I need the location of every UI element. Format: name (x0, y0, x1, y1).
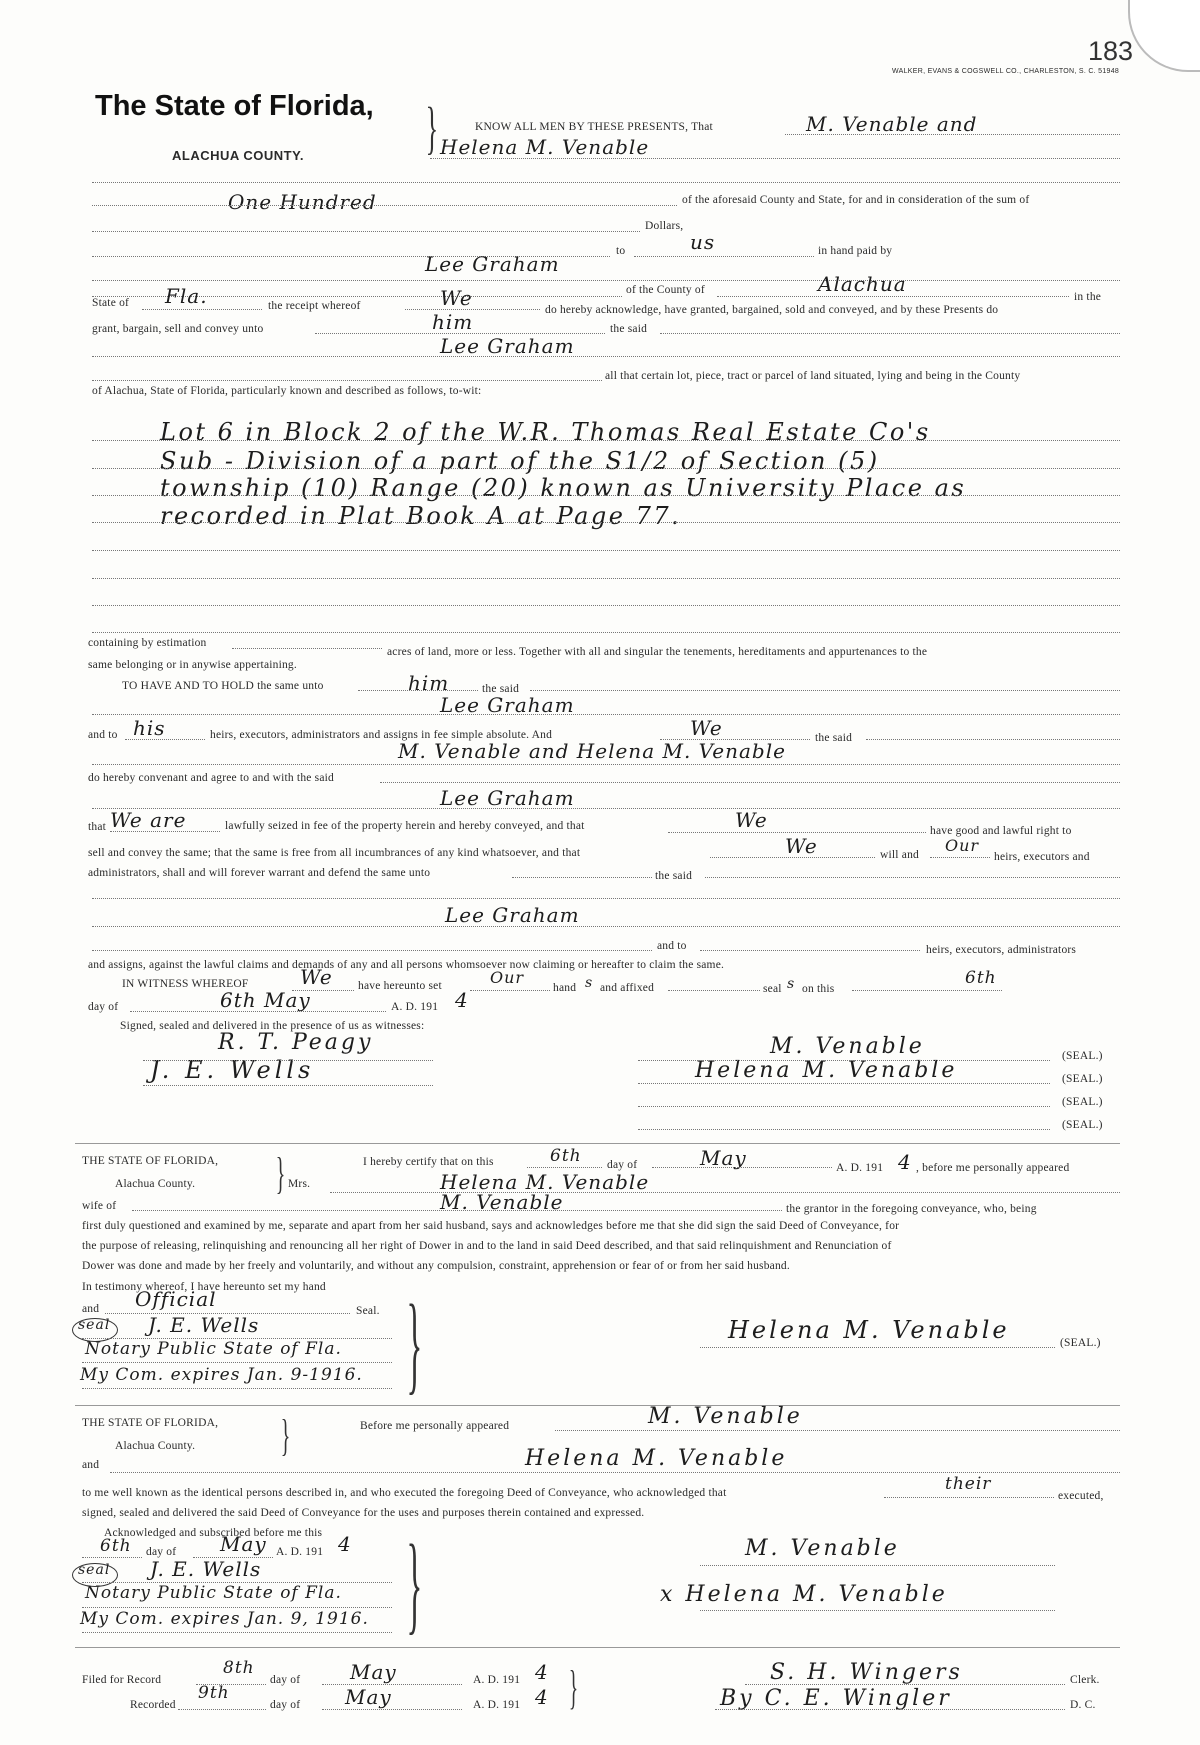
fill-line (530, 690, 1120, 691)
fill-line (512, 877, 652, 878)
ack-seal-handwritten: seal (78, 1562, 111, 1578)
section-divider (75, 1647, 1120, 1648)
all-that-text: all that certain lot, piece, tract or parcel of land situated, lying and being in the County (605, 370, 1021, 382)
fill-line (92, 356, 1120, 357)
clerk-label: Clerk. (1070, 1674, 1100, 1686)
have-hereunto-text: have hereunto set (358, 980, 442, 992)
executed-text: executed, (1058, 1490, 1104, 1502)
signature-line-2 (638, 1083, 1050, 1084)
fill-line (668, 832, 926, 833)
fill-line (178, 1709, 266, 1710)
grantors-handwritten-3: M. Venable and Helena M. Venable (398, 739, 786, 763)
fill-line (92, 714, 1120, 715)
official-handwritten: Official (135, 1287, 217, 1311)
lawfully-handwritten: We (735, 808, 768, 832)
ack-notary-commission: My Com. expires Jan. 9, 1916. (80, 1609, 369, 1629)
administrators-text: administrators, shall and will forever warrant and defend the same unto (88, 867, 431, 879)
fill-line (710, 857, 875, 858)
county-handwritten: Alachua (818, 272, 907, 296)
fill-line (884, 1497, 1054, 1498)
fill-line (92, 578, 1120, 579)
fill-line (700, 950, 920, 951)
grantee-handwritten-4: Lee Graham (445, 903, 580, 927)
grant-text: grant, bargain, sell and convey unto (92, 323, 264, 335)
fill-line (668, 990, 760, 991)
state-handwritten: Fla. (165, 284, 208, 308)
wife-of-text: wife of (82, 1200, 117, 1212)
year-handwritten: 4 (455, 988, 469, 1012)
fill-line (110, 831, 220, 832)
the-said-text: the said (610, 323, 648, 335)
fill-line (717, 296, 1069, 297)
seal-text: seal (763, 983, 782, 995)
fill-line (142, 309, 262, 310)
fill-line (92, 926, 1120, 927)
state-of-text: State of (92, 297, 130, 309)
seal-label-3: (SEAL.) (1062, 1096, 1103, 1108)
and-to-text-2: and to (657, 940, 687, 952)
fill-line (92, 205, 677, 206)
ack-brace-2: } (406, 1522, 423, 1644)
dower-year-handwritten: 4 (898, 1150, 912, 1174)
ack-state: THE STATE OF FLORIDA, (82, 1417, 219, 1429)
dower-notary-commission: My Com. expires Jan. 9-1916. (80, 1365, 363, 1385)
signature-line (700, 1565, 1055, 1566)
set-handwritten: Our (490, 968, 525, 987)
that-handwritten: We are (110, 808, 187, 832)
testimony-brace: } (406, 1282, 423, 1404)
publisher-imprint: WALKER, EVANS & COGSWELL CO., CHARLESTON, S. C. 51948 (892, 68, 1120, 75)
fill-line (527, 1167, 602, 1168)
sum-handwritten: One Hundred (228, 190, 377, 214)
witness-line-1 (143, 1060, 433, 1061)
the-said-text-4: the said (655, 870, 693, 882)
day-of-text: day of (88, 1001, 119, 1013)
recorded-day-of-text: day of (270, 1699, 301, 1711)
dower-notary-title: Notary Public State of Fla. (85, 1339, 342, 1359)
fill-line (652, 1167, 832, 1168)
grantor-text: the grantor in the foregoing conveyance, who, being (786, 1203, 1037, 1215)
seal-label-1: (SEAL.) (1062, 1050, 1103, 1062)
containing-text: containing by estimation (88, 637, 207, 649)
said-handwritten: Lee Graham (440, 334, 575, 358)
dower-body-3: Dower was done and made by her freely and voluntarily, and without any compulsion, constraint, apprehension or fear of or from her said husband. (82, 1260, 790, 1272)
fill-line (470, 990, 550, 991)
fill-line (92, 764, 1120, 765)
will-and-text: will and (880, 849, 919, 861)
dower-county: Alachua County. (115, 1178, 196, 1190)
filed-text: Filed for Record (82, 1674, 162, 1686)
fill-line (92, 440, 1120, 441)
description-line-1: Lot 6 in Block 2 of the W.R. Thomas Real Estate Co's (160, 418, 931, 446)
signature-line-4 (638, 1129, 1050, 1130)
filed-ad-text: A. D. 191 (473, 1674, 521, 1686)
heirs-exec-admin-text: heirs, executors, administrators (926, 944, 1077, 956)
page-corner (1128, 0, 1200, 72)
dower-ad-text: A. D. 191 (836, 1162, 884, 1174)
certify-text: I hereby certify that on this (363, 1156, 494, 1168)
ack-day-handwritten: 6th (100, 1536, 132, 1556)
fill-line (930, 857, 990, 858)
grantors-handwritten-2: Helena M. Venable (440, 135, 650, 159)
covenant-text: do hereby convenant and agree to and with the said (88, 772, 334, 784)
fill-line (82, 1607, 392, 1608)
recorded-month-handwritten: May (345, 1685, 392, 1709)
and-to-text: and to (88, 729, 118, 741)
grantee-handwritten-3: Lee Graham (440, 786, 575, 810)
fill-line (82, 1362, 392, 1363)
fill-line (92, 182, 1120, 183)
fill-line (358, 690, 478, 691)
header-brace: } (425, 95, 439, 160)
fill-line (232, 648, 382, 649)
and-assigns-text: and assigns, against the lawful claims and demands of any and all persons whomsoever now claiming or hereafter to claim the same. (88, 959, 725, 971)
fill-line (745, 1684, 1065, 1685)
dower-seal-label: (SEAL.) (1060, 1337, 1101, 1349)
fill-line (92, 468, 1120, 469)
filing-brace: } (568, 1661, 579, 1714)
lawfully-text: lawfully seized in fee of the property herein and hereby conveyed, and that (225, 820, 585, 832)
to-text: to (616, 245, 626, 257)
of-alachua-text: of Alachua, State of Florida, particularly known and described as follows, to-wit: (92, 385, 482, 397)
date-handwritten: 6th May (220, 988, 311, 1012)
fill-line (132, 1210, 782, 1211)
ack-name-1: M. Venable (648, 1404, 803, 1429)
fill-line (715, 1709, 1065, 1710)
ack-day-of-text: day of (146, 1546, 177, 1558)
signature-line (700, 1347, 1055, 1348)
in-the-text: in the (1074, 291, 1102, 303)
filed-day-handwritten: 8th (223, 1658, 255, 1678)
have-good-text: have good and lawful right to (930, 825, 1072, 837)
signature-line (700, 1610, 1055, 1611)
recorded-ad-text: A. D. 191 (473, 1699, 521, 1711)
filed-year-handwritten: 4 (535, 1660, 549, 1684)
before-me-text: , before me personally appeared (916, 1162, 1070, 1174)
seal-label-4: (SEAL.) (1062, 1119, 1103, 1131)
fill-line (130, 1011, 386, 1012)
dower-name-handwritten: Helena M. Venable (440, 1170, 650, 1194)
receipt-handwritten: We (440, 286, 473, 310)
witness-signature-1: R. T. Peagy (218, 1030, 374, 1055)
in-hand-text: in hand paid by (818, 245, 893, 257)
and-handwritten: We (690, 716, 723, 740)
heirs-exec-text: heirs, executors and (994, 851, 1090, 863)
dollars-text: Dollars, (645, 220, 684, 232)
section-divider (75, 1405, 1120, 1406)
deputy-clerk-label: D. C. (1070, 1699, 1096, 1711)
hand-text: hand (553, 982, 577, 994)
recorded-day-handwritten: 9th (198, 1683, 230, 1703)
ack-and-text: and (82, 1459, 100, 1471)
dower-day-handwritten: 6th (550, 1146, 582, 1166)
ad-text: A. D. 191 (391, 1001, 439, 1013)
fill-line (866, 739, 1120, 740)
fill-line (380, 782, 1120, 783)
fill-line (92, 808, 1120, 809)
fill-line (125, 739, 205, 740)
ack-name-2: Helena M. Venable (525, 1446, 788, 1471)
belonging-text: same belonging or in anywise appertaining. (88, 659, 297, 671)
dower-seal-handwritten: seal (78, 1317, 111, 1333)
before-text: Before me personally appeared (360, 1420, 510, 1432)
signature-line-3 (638, 1106, 1050, 1107)
grantors-handwritten-1: M. Venable and (806, 112, 978, 136)
seal-word: Seal. (356, 1305, 380, 1317)
section-divider (75, 1143, 1120, 1144)
fill-line (92, 950, 652, 951)
dower-and-text: and (82, 1303, 100, 1315)
the-said-text-2: the said (482, 683, 520, 695)
fill-line (82, 1582, 392, 1583)
to-have-text: TO HAVE AND TO HOLD the same unto (122, 680, 324, 692)
witness-handwritten: We (300, 965, 333, 989)
ack-notary-title: Notary Public State of Fla. (85, 1583, 342, 1603)
fill-line (322, 1684, 462, 1685)
hand-s-handwritten: s (585, 975, 594, 991)
fill-line (555, 1430, 1120, 1431)
fill-line (660, 333, 1120, 334)
sell-convey-text: sell and convey the same; that the same is free from all incumbrances of any kind whatsoever, and that (88, 847, 581, 859)
seal-s-handwritten: s (787, 976, 796, 992)
filed-month-handwritten: May (350, 1660, 397, 1684)
in-witness-text: IN WITNESS WHEREOF (122, 978, 249, 990)
fill-line (785, 134, 1120, 135)
grantee-handwritten-2: Lee Graham (440, 693, 575, 717)
dower-brace: } (275, 1149, 286, 1198)
signed-line-text: signed, sealed and delivered the said Deed of Conveyance for the uses and purposes therein contained and expressed. (82, 1507, 645, 1519)
signature-line-1 (638, 1060, 1050, 1061)
fill-line (92, 605, 1120, 606)
day-handwritten: 6th (965, 968, 997, 988)
the-said-text-3: the said (815, 732, 853, 744)
county-heading: ALACHUA COUNTY. (172, 148, 304, 163)
fill-line (705, 877, 1120, 878)
recorded-year-handwritten: 4 (535, 1685, 549, 1709)
fill-line (92, 550, 1120, 551)
fill-line (92, 495, 1120, 496)
his-handwritten: his (133, 716, 166, 740)
clerk-signature: S. H. Wingers (770, 1660, 963, 1685)
witness-line-2 (143, 1085, 433, 1086)
dower-body-2: the purpose of releasing, relinquishing and renouncing all her right of Dower in and to the land in said Deed described, and that said relinquishment and Renunciation of (82, 1240, 892, 1252)
fill-line (322, 1709, 462, 1710)
fill-line (92, 280, 1120, 281)
to-me-text: to me well known as the identical persons described in, and who executed the foregoing Deed of Conveyance, who acknowledged that (82, 1487, 727, 1499)
dower-body-1: first duly questioned and examined by me, separate and apart from her said husband, says and acknowledges before me that she did sign the said Deed of Conveyance, for (82, 1220, 900, 1232)
fill-line (634, 256, 814, 257)
their-handwritten: their (945, 1474, 992, 1494)
ack-notary-signature: J. E. Wells (150, 1557, 262, 1581)
fill-line (82, 1632, 392, 1633)
fill-line (82, 1338, 392, 1339)
signed-sealed-text: Signed, sealed and delivered in the presence of us as witnesses: (120, 1020, 425, 1032)
testimony-text: In testimony whereof, I have hereunto set my hand (82, 1281, 326, 1293)
dower-day-of-text: day of (607, 1159, 638, 1171)
filed-day-of-text: day of (270, 1674, 301, 1686)
fill-line (82, 1557, 142, 1558)
description-line-4: recorded in Plat Book A at Page 77. (160, 502, 682, 530)
ack-year-handwritten: 4 (338, 1532, 352, 1556)
ack-signature-2: x Helena M. Venable (660, 1582, 948, 1607)
ack-county: Alachua County. (115, 1440, 196, 1452)
recorded-text: Recorded (130, 1699, 176, 1711)
grantee-handwritten: Lee Graham (425, 252, 560, 276)
fill-line (92, 231, 640, 232)
grantor-signature-1: M. Venable (770, 1034, 925, 1059)
dower-signature: Helena M. Venable (728, 1316, 1010, 1344)
fill-line (92, 522, 1120, 523)
witness-signature-2: J. E. Wells (150, 1056, 315, 1084)
receipt-text: the receipt whereof (268, 300, 361, 312)
dower-month-handwritten: May (700, 1146, 747, 1170)
page-number: 183 (1088, 36, 1134, 66)
ack-month-handwritten: May (220, 1532, 267, 1556)
that-text: that (88, 821, 107, 833)
acknowledge-text: do hereby acknowledge, have granted, bargained, sold and conveyed, and by these Presents do (545, 304, 999, 316)
dower-state: THE STATE OF FLORIDA, (82, 1155, 219, 1167)
deputy-clerk-signature: By C. E. Wingler (720, 1686, 952, 1711)
ack-brace: } (280, 1411, 291, 1460)
heirs-fee-text: heirs, executors, administrators and assigns in fee simple absolute. And (210, 729, 553, 741)
know-all-text: KNOW ALL MEN BY THESE PRESENTS, That (475, 121, 713, 133)
to-handwritten: us (690, 230, 716, 254)
have-handwritten: him (408, 671, 450, 695)
husband-handwritten: M. Venable (440, 1190, 564, 1214)
description-line-3: township (10) Range (20) known as University Place as (160, 474, 967, 502)
fill-line (430, 158, 1120, 159)
will-handwritten: Our (945, 836, 980, 855)
sell-handwritten: We (785, 834, 818, 858)
acres-text: acres of land, more or less. Together with all and singular the tenements, hereditaments and appurtenances to the (387, 646, 928, 658)
ack-ad-text: A. D. 191 (276, 1546, 324, 1558)
of-county-text: of the County of (626, 284, 705, 296)
affixed-text: and affixed (600, 982, 655, 994)
grantor-signature-2: Helena M. Venable (695, 1058, 958, 1083)
on-this-text: on this (802, 983, 835, 995)
fill-line (92, 898, 1120, 899)
ack-signature-1: M. Venable (745, 1536, 900, 1561)
fill-line (92, 632, 1120, 633)
seal-label-2: (SEAL.) (1062, 1073, 1103, 1085)
fill-line (110, 1472, 1120, 1473)
fill-line (92, 380, 602, 381)
fill-line (852, 990, 1002, 991)
page-title: The State of Florida, (95, 90, 374, 122)
acknowledged-text: Acknowledged and subscribed before me this (104, 1527, 323, 1539)
mrs-text: Mrs. (288, 1178, 311, 1190)
dower-notary-signature: J. E. Wells (148, 1313, 260, 1337)
description-line-2: Sub - Division of a part of the S1/2 of Section (5) (160, 447, 880, 475)
unto-handwritten: him (432, 310, 474, 334)
fill-line (82, 1388, 392, 1389)
aforesaid-text: of the aforesaid County and State, for and in consideration of the sum of (682, 194, 1030, 206)
